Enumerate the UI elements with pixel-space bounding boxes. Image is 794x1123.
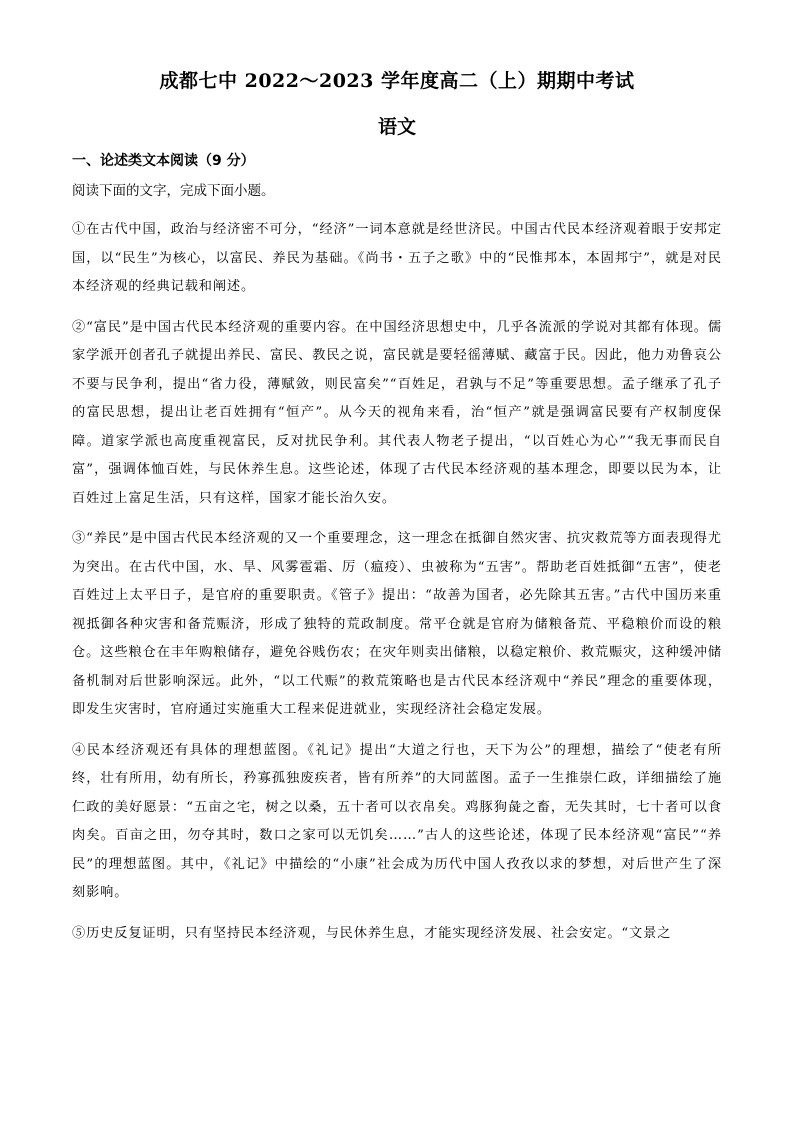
passage-paragraph-2: ②“富民”是中国古代民本经济观的重要内容。在中国经济思想史中，几乎各流派的学说对其都有体现。儒家学派开创者孔子就提出养民、富民、教民之说，富民就是要轻徭薄赋、藏富于民。因此，他力劝鲁哀公不要与民争利，提出“省力役，薄赋敛，则民富矣”“百姓足，君孰与不足”等重要思想。孟子继承了孔子的富民思想，提出让老百姓拥有“恒产”。从今天的视角来看，治“恒产”就是强调富民要有产权制度保障。道家学派也高度重视富民，反对扰民争利。其代表人物老子提出，“以百姓心为心”“我无事而民自富”，强调体恤百姓，与民休养生息。这些论述，体现了古代民本经济观的基本理念，即要以民为本，让百姓过上富足生活，只有这样，国家才能长治久安。	[72, 319, 722, 506]
exam-title: 成都七中 2022～2023 学年度高二（上）期期中考试	[159, 70, 635, 92]
passage-paragraph-5: ⑤历史反复证明，只有坚持民本经济观，与民休养生息，才能实现经济发展、社会安定。“文景之	[72, 925, 672, 941]
reading-passage	[72, 216, 722, 960]
passage-paragraph-3: ③“养民”是中国古代民本经济观的又一个重要理念，这一理念在抵御自然灾害、抗灾救荒等方面表现得尤为突出。在古代中国，水、旱、风雾雹霜、厉（瘟疫）、虫被称为“五害”。帮助老百姓抵御“五害”，使老百姓过上太平日子，是官府的重要职责。《管子》提出：“故善为国者，必先除其五害。”古代中国历来重视抵御各种灾害和备荒赈济，形成了独特的荒政制度。常平仓就是官府为储粮备荒、平稳粮价而设的粮仓。这些粮仓在丰年购粮储存，避免谷贱伤农；在灾年则卖出储粮，以稳定粮价、救荒赈灾，这种缓冲储备机制对后世影响深远。此外，“以工代赈”的救荒策略也是古代民本经济观中“养民”理念的重要体现，即发生灾害时，官府通过实施重大工程来促进就业，实现经济社会稳定发展。	[72, 531, 722, 717]
passage-paragraph-1: ①在古代中国，政治与经济密不可分，“经济”一词本意就是经世济民。中国古代民本经济观着眼于安邦定国，以“民生”为核心，以富民、养民为基础。《尚书・五子之歌》中的“民惟邦本，本固邦宁”，就是对民本经济观的经典记载和阐述。	[72, 222, 722, 294]
subject-title: 语文	[377, 116, 416, 138]
reading-instruction: 阅读下面的文字，完成下面小题。	[72, 183, 275, 199]
passage-paragraph-4: ④民本经济观还有具体的理想蓝图。《礼记》提出“大道之行也，天下为公”的理想，描绘了“使老有所终，壮有所用，幼有所长，矜寡孤独废疾者，皆有所养”的大同蓝图。孟子一生推崇仁政，详细描绘了施仁政的美好愿景：“五亩之宅，树之以桑，五十者可以衣帛矣。鸡豚狗彘之畜，无失其时，七十者可以食肉矣。百亩之田，勿夺其时，数口之家可以无饥矣……”古人的这些论述，体现了民本经济观“富民”“养民”的理想蓝图。其中，《礼记》中描绘的“小康”社会成为历代中国人孜孜以求的梦想，对后世产生了深刻影响。	[72, 742, 722, 900]
section-heading: 一、论述类文本阅读（9 分）	[72, 153, 255, 169]
